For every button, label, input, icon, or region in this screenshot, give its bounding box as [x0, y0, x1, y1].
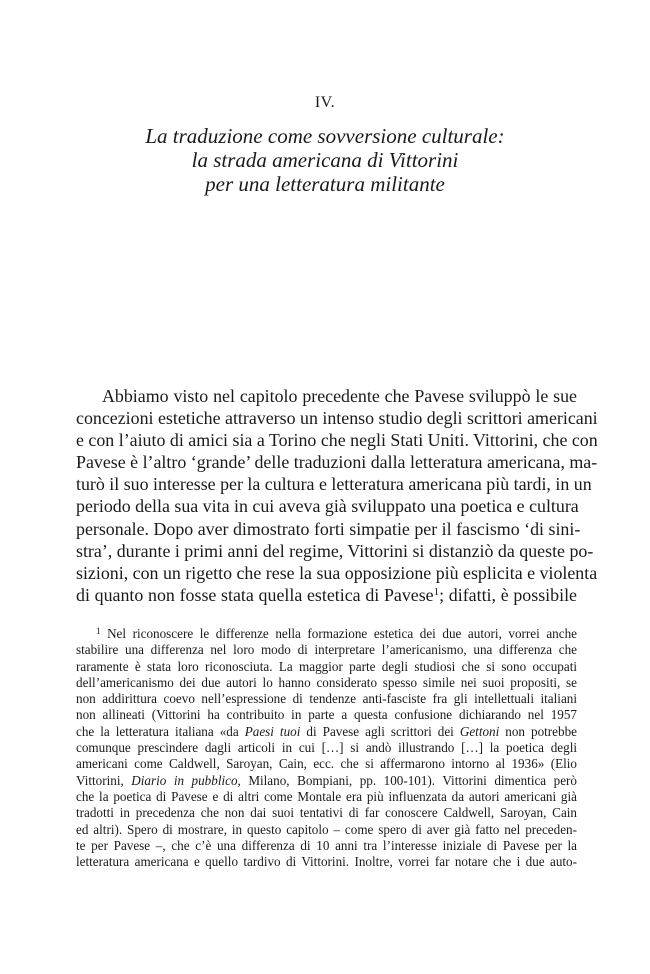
- chapter-title-line: la strada americana di Vittorini: [191, 148, 459, 172]
- footnote-text: non potrebbe: [499, 723, 577, 739]
- body-line-segment: ; difatti, è possibile: [439, 584, 577, 605]
- body-text: [76, 385, 598, 606]
- footnote-line: americani come Caldwell, Saroyan, Cain, ecc. che si affermarono intorno al 1936» (Elio: [76, 756, 577, 772]
- body-line: Abbiamo visto nel capitolo precedente che Pavese sviluppò le sue: [102, 386, 577, 406]
- footnote-text: di Pavese agli scrittori dei: [300, 723, 460, 739]
- footnote-line: comunque prescindere dagli articoli in cui […] si andò illustrando […] la poetica degli: [76, 740, 577, 756]
- chapter-title-line: per una letteratura militante: [205, 172, 445, 196]
- series-title: Gettoni: [459, 723, 500, 739]
- footnote-line: te per Pavese –, che c’è una differenza di 10 anni tra l’interesse iniziale di Pavese per la: [76, 837, 577, 853]
- body-line: sizioni, con un rigetto che rese la sua opposizione più esplicita e violenta: [76, 562, 598, 583]
- footnote-line: stabilire una differenza nel loro modo di interpretare l’americanismo, una differenza che: [76, 642, 577, 658]
- footnote-text: Vittorini,: [76, 772, 132, 788]
- chapter-title: [0, 124, 650, 196]
- footnote-reference[interactable]: 1: [433, 585, 440, 598]
- footnote-number: 1: [96, 626, 101, 636]
- footnote-line: raramente è stata loro riconosciuta. La maggior parte degli studiosi che si sono occupati: [76, 658, 577, 674]
- footnote-line: non addirittura coevo nell’espressione di tendenze anti-fasciste fra gli intellettuali italiani: [76, 691, 577, 707]
- body-line: stra’, durante i primi anni del regime, Vittorini si distanziò da queste po-: [76, 540, 594, 561]
- body-line: periodo della sua vita in cui aveva già sviluppato una poetica e cultura: [76, 496, 579, 517]
- footnote-line: tradotti in precedenza che non dai suoi tentativi di far conoscere Caldwell, Saroyan, Cain: [76, 805, 577, 821]
- footnote-line: non allineati (Vittorini ha contribuito in parte a questa confusione dichiarando nel 1957: [76, 707, 577, 723]
- body-line: personale. Dopo aver dimostrato forti simpatie per il fascismo ‘di sini-: [76, 518, 581, 539]
- footnote-text: , Milano, Bompiani, pp. 100-101). Vittorini dimentica però: [237, 772, 577, 788]
- footnote-line: [76, 626, 577, 642]
- footnote-text: che la letteratura italiana «da: [76, 723, 245, 739]
- body-line: Pavese è l’altro ‘grande’ delle traduzioni dalla letteratura americana, ma-: [76, 452, 598, 473]
- chapter-title-line: La traduzione come sovversione culturale:: [145, 124, 505, 148]
- footnote-line: che la poetica di Pavese e di altri come Montale era più influenzata da autori americani già: [76, 788, 577, 804]
- footnote-line: dell’americanismo dei due autori lo hanno considerato spesso simile nei suoi propositi, se: [76, 674, 577, 690]
- body-line: turò il suo interesse per la cultura e letteratura americana più tardi, in un: [76, 474, 592, 495]
- body-line-segment: di quanto non fosse stata quella estetica di Pavese: [76, 584, 434, 605]
- footnote-text: Nel riconoscere le differenze nella formazione estetica dei due autori, vorrei anche: [107, 626, 577, 641]
- footnote-line: [76, 773, 577, 789]
- footnote-line: letteratura americana e quello tardivo di Vittorini. Inoltre, vorrei far notare che i due auto-: [76, 854, 577, 870]
- body-line: e con l’aiuto di amici sia a Torino che negli Stati Uniti. Vittorini, che con: [76, 430, 598, 451]
- book-title: Paesi tuoi: [244, 723, 301, 739]
- footnote: [76, 626, 577, 870]
- footnote-line: ed altri). Spero di mostrare, in questo capitolo – come spero di aver già fatto nel preceden-: [76, 821, 577, 837]
- body-line: concezioni estetiche attraverso un intenso studio degli scrittori americani: [76, 408, 598, 429]
- chapter-number: IV.: [314, 94, 336, 111]
- book-title: Diario in pubblico: [131, 772, 238, 788]
- body-line-last: [76, 584, 577, 606]
- footnote-line: [76, 724, 577, 740]
